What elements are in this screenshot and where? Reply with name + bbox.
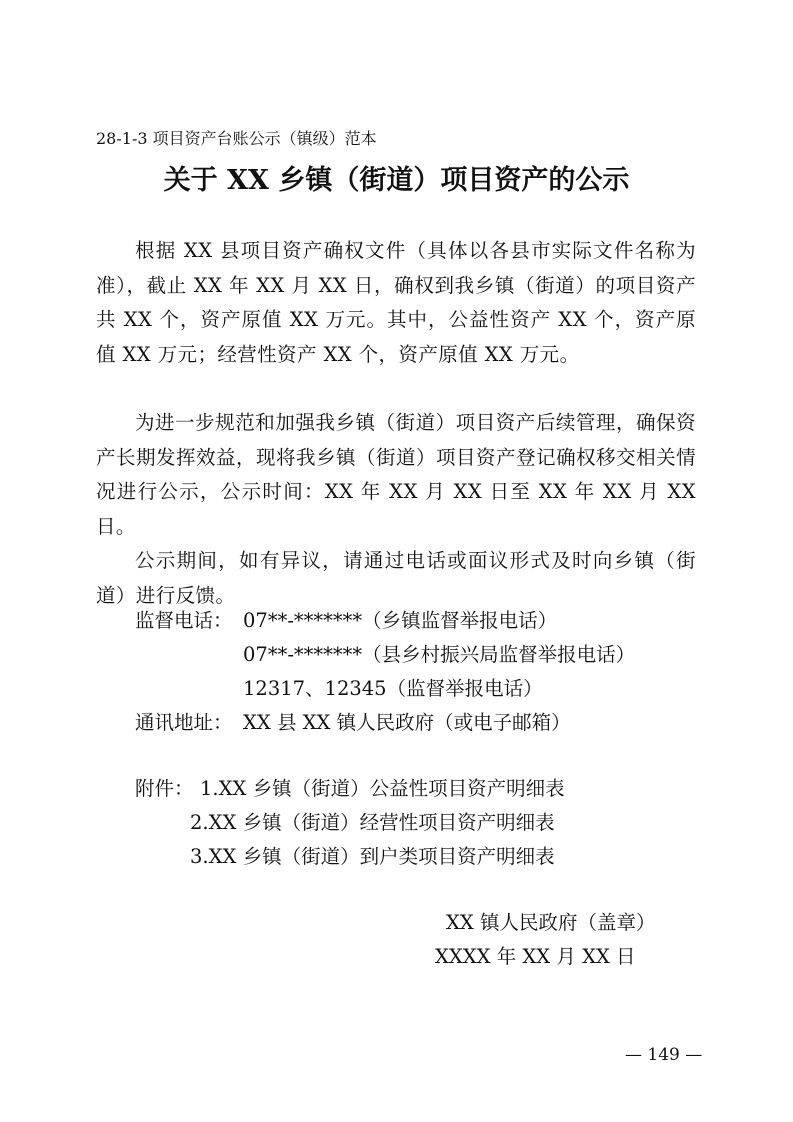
address-value: XX 县 XX 镇人民政府（或电子邮箱） <box>243 711 571 734</box>
attachment-item-3: 3.XX 乡镇（街道）到户类项目资产明细表 <box>190 845 555 868</box>
paragraph-3 <box>96 544 696 613</box>
page-number: — 149 — <box>625 1045 703 1065</box>
phone-label: 监督电话： <box>135 609 233 632</box>
address-label: 通讯地址： <box>135 711 233 734</box>
attachments-label: 附件： <box>135 777 194 800</box>
notice-title: 关于 XX 乡镇（街道）项目资产的公示 <box>163 165 630 196</box>
paragraph-2-text: 为进一步规范和加强我乡镇（街道）项目资产后续管理，确保资产长期发挥效益，现将我乡镇（街道）项目资产登记确权移交相关情况进行公示，公示时间：XX 年 XX 月 XX 日至 XX 年 XX 月 XX 日。 <box>96 411 696 538</box>
template-label: 28-1-3 项目资产台账公示（镇级）范本 <box>96 129 377 148</box>
attachment-item-2: 2.XX 乡镇（街道）经营性项目资产明细表 <box>190 811 555 834</box>
phone-line-3: 12317、12345（监督举报电话） <box>243 677 543 700</box>
phone-line-2: 07**-*******（县乡村振兴局监督举报电话） <box>243 643 636 666</box>
phone-line-1: 07**-*******（乡镇监督举报电话） <box>243 609 558 632</box>
paragraph-2 <box>96 406 696 544</box>
attachment-item-1: 1.XX 乡镇（街道）公益性项目资产明细表 <box>200 777 565 800</box>
paragraph-3-text: 公示期间，如有异议，请通过电话或面议形式及时向乡镇（街道）进行反馈。 <box>96 549 696 607</box>
paragraph-1 <box>96 234 696 372</box>
paragraph-1-text: 根据 XX 县项目资产确权文件（具体以各县市实际文件名称为准），截止 XX 年 XX 月 XX 日，确权到我乡镇（街道）的项目资产共 XX 个，资产原值 XX 万元。其中，公益性资产 XX 个，资产原值 XX 万元；经营性资产 XX 个，资产原值 XX 万元。 <box>96 239 696 366</box>
signature-date: XXXX 年 XX 月 XX 日 <box>435 945 636 968</box>
signature-org: XX 镇人民政府（盖章） <box>446 911 656 934</box>
